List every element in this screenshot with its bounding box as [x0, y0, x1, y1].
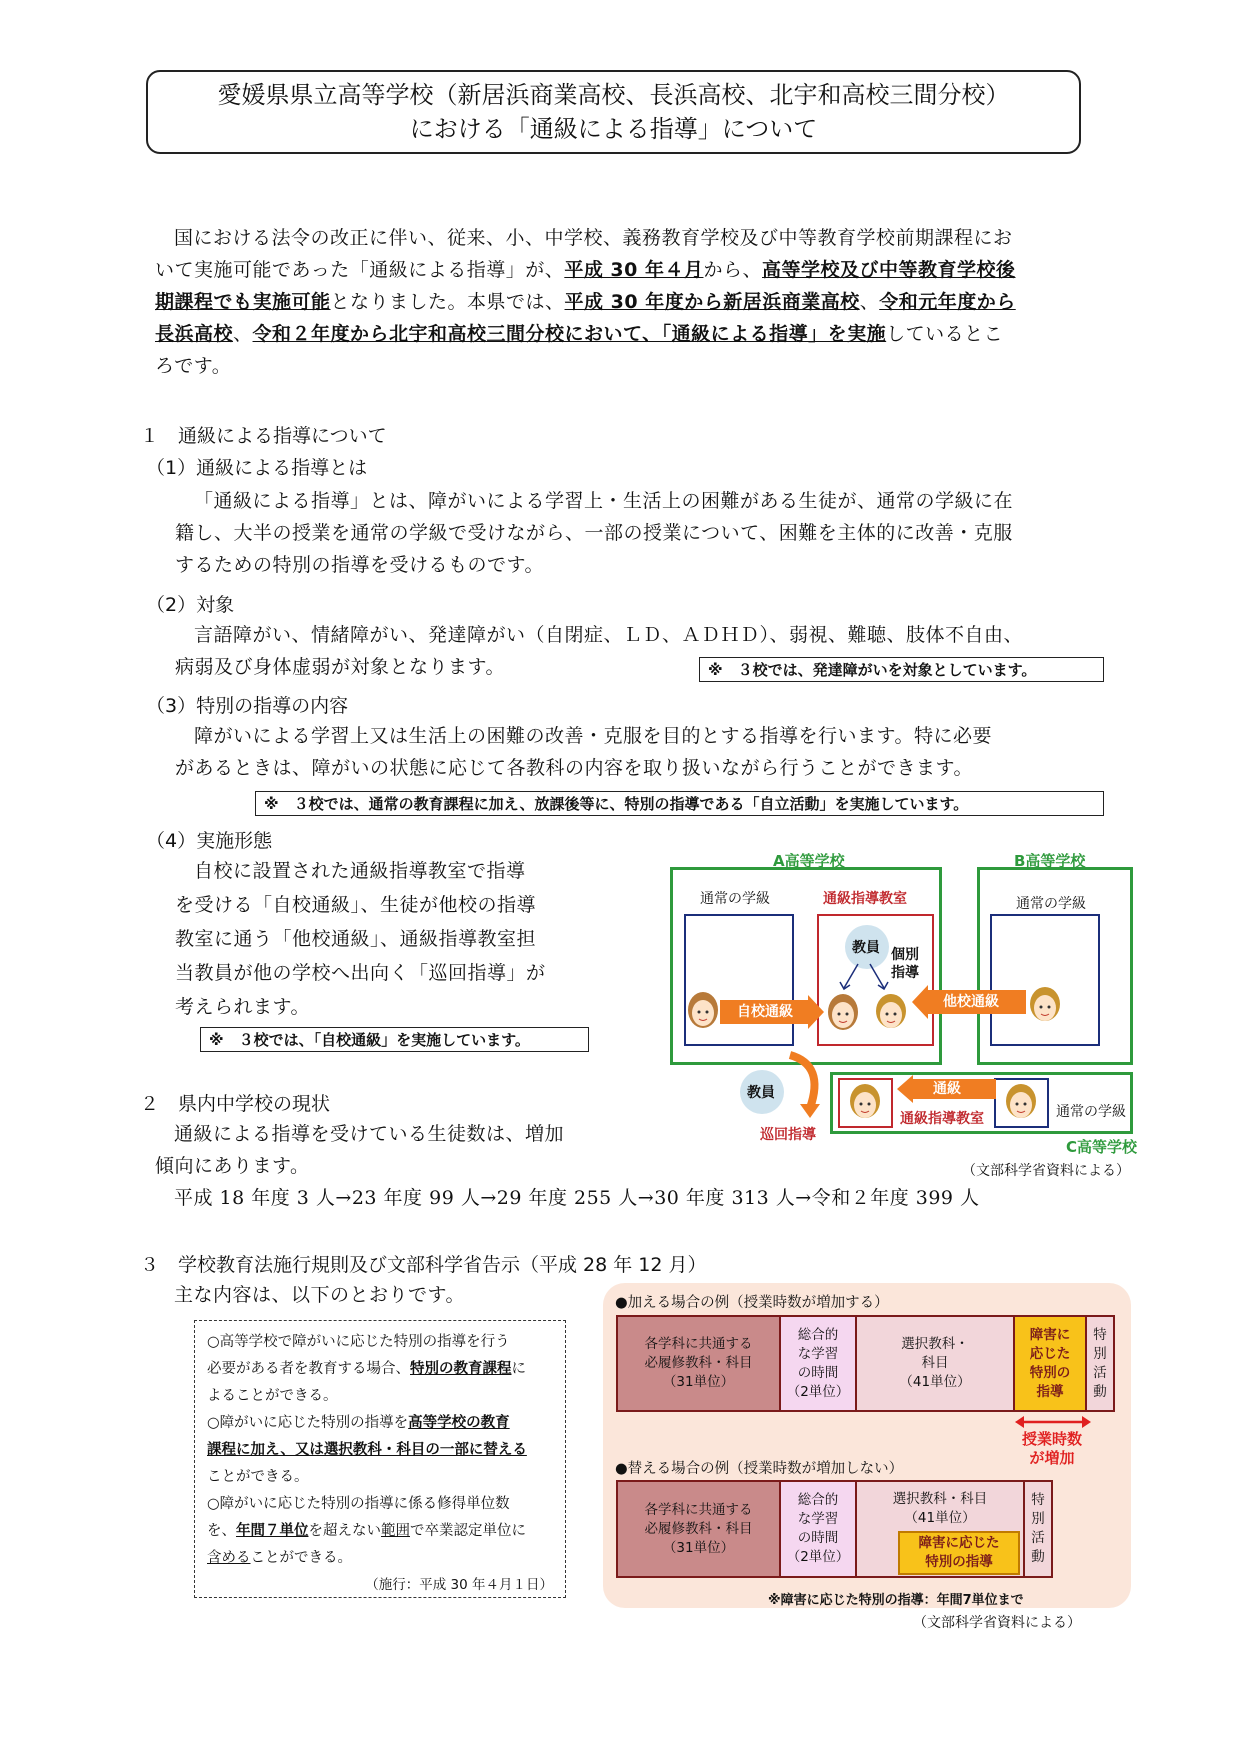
section1-2-note: ※ ３校では、発達障がいを対象としています。 — [699, 657, 1104, 682]
replace-tok1: 特 — [1031, 1492, 1045, 1508]
replace-must-cell — [616, 1480, 781, 1578]
rule2-text: ○障がいに応じた特別の指導を — [207, 1415, 409, 1431]
section1-1-line2: 籍し、大半の授業を通常の学級で受けながら、一部の授業について、困難を主体的に改善・克服 — [175, 522, 1013, 544]
title-line1: 愛媛県県立高等学校（新居浜商業高校、長浜高校、北宇和高校三間分校） — [217, 81, 1010, 109]
replace-tok4: 動 — [1031, 1549, 1045, 1565]
section1-1-line3: するための特別の指導を受けるものです。 — [175, 554, 544, 576]
replace-sel-line1: 選択教科・科目 — [892, 1491, 988, 1507]
replace-tok3: 活 — [1031, 1530, 1045, 1546]
teacher-label-c: 教員 — [747, 1085, 775, 1101]
add-must-cell — [616, 1315, 781, 1412]
intro-text-15: ろです。 — [155, 355, 232, 377]
intro-emph-highschool: 高等学校及び中等教育学校後 — [762, 259, 1016, 281]
patrol-label: 巡回指導 — [760, 1127, 816, 1143]
intro-line-5 — [155, 350, 1105, 382]
rule3-text4: ことができる。 — [250, 1550, 352, 1566]
section1-3-heading: （3）特別の指導の内容 — [146, 695, 349, 717]
section1-4-line1: 自校に設置された通級指導教室で指導 — [194, 860, 526, 882]
replace-tok2: 別 — [1031, 1511, 1045, 1527]
school-a-regular-label: 通常の学級 — [700, 891, 770, 907]
student-face-icon — [1004, 1082, 1038, 1122]
rule3-line3 — [207, 1545, 553, 1572]
rule3-text1: を、 — [207, 1523, 236, 1539]
student-face-icon — [874, 992, 908, 1032]
rule2-emph1: 高等学校の教育 — [408, 1415, 510, 1431]
add-tok4: 動 — [1093, 1383, 1107, 1400]
section1-2-line1: 言語障がい、情緒障がい、発達障がい（自閉症、ＬＤ、ＡＤＨＤ）、弱視、難聴、肢体不自由、 — [194, 624, 1024, 646]
rule2-emph2: 課程に加え、又は選択教科・科目の一部に替える — [207, 1442, 527, 1458]
add-sel-line3: （41単位） — [899, 1374, 971, 1390]
school-b-label: B高等学校 — [1014, 852, 1086, 870]
add-total-line2: な学習 — [797, 1345, 839, 1362]
school-c-label: C高等学校 — [1066, 1138, 1138, 1156]
add-special-activity-cell — [1085, 1315, 1115, 1412]
student-face-icon — [826, 992, 860, 1032]
add-ind-line2: 応じた — [1029, 1345, 1071, 1362]
rule3-line1: ○障がいに応じた特別の指導に係る修得単位数 — [207, 1496, 510, 1512]
section2-line2: 傾向にあります。 — [155, 1155, 310, 1177]
replace-total-line3: の時間 — [797, 1530, 839, 1546]
replace-total-line1: 総合的 — [797, 1492, 839, 1508]
rule1-tail: に — [511, 1361, 526, 1377]
section1-3-note: ※ ３校では、通常の教育課程に加え、放課後等に、特別の指導である「自立活動」を実施しています。 — [255, 791, 1104, 816]
student-face-icon — [848, 1082, 882, 1122]
add-total-line4: （2単位） — [786, 1383, 850, 1400]
section1-4-line4: 当教員が他の学校へ出向く「巡回指導」が — [175, 962, 546, 984]
individual-line1: 個別 — [891, 947, 919, 963]
rule1-text: 必要がある者を教育する場合、 — [207, 1361, 410, 1377]
add-selective-cell — [855, 1315, 1015, 1412]
individual-line2: 指導 — [891, 965, 919, 981]
section1-2-line2: 病弱及び身体虚弱が対象となります。 — [175, 656, 505, 678]
add-total-line3: の時間 — [797, 1364, 839, 1381]
rule3-emph1: 年間７単位 — [236, 1523, 309, 1539]
section1-heading: １ 通級による指導について — [140, 425, 387, 447]
rule3-text2: を超えない — [308, 1523, 381, 1539]
intro-emph-possible: 期課程でも実施可能 — [155, 291, 331, 313]
section3-heading: ３ 学校教育法施行規則及び文部科学省告示（平成 28 年 12 月） — [140, 1254, 707, 1276]
student-face-icon — [1028, 985, 1062, 1025]
section2-line3: 平成 18 年度 3 人→23 年度 99 人→29 年度 255 人→30 年度 313 人→令和２年度 399 人 — [174, 1187, 980, 1209]
add-must-line2: 必履修教科・科目 — [644, 1355, 753, 1371]
diagram1-source: （文部科学省資料による） — [962, 1163, 1130, 1179]
rule3-emph3: 含める — [207, 1550, 251, 1566]
school-b-regular-label: 通常の学級 — [1016, 896, 1086, 912]
rule1-emph: 特別の教育課程 — [410, 1361, 512, 1377]
increase-line1: 授業時数 — [1022, 1430, 1083, 1448]
intro-text-2: いて実施可能であった「通級による指導」が、 — [155, 259, 565, 281]
intro-text-7: となりました。本県では、 — [330, 291, 565, 313]
school-b-regular-class — [990, 914, 1100, 1046]
credits-source: （文部科学省資料による） — [913, 1615, 1081, 1631]
section1-4-heading: （4）実施形態 — [146, 830, 273, 852]
intro-text-4: から、 — [703, 259, 762, 281]
replace-total-line4: （2単位） — [786, 1549, 850, 1565]
intro-line-1 — [155, 222, 1105, 254]
intro-emph-nagahama: 長浜高校 — [155, 323, 234, 345]
section1-3-line2: があるときは、障がいの状態に応じて各教科の内容を取り扱いながら行うことができます。 — [175, 757, 973, 779]
section1-4-body — [175, 854, 615, 1024]
section1-1-line1: 「通級による指導」とは、障がいによる学習上・生活上の困難がある生徒が、通常の学級に在 — [194, 490, 1014, 512]
add-sel-line1: 選択教科・ — [901, 1336, 969, 1352]
intro-text-14: しているとこ — [886, 323, 1004, 345]
intro-emph-niihama: 平成 30 年度から新居浜商業高校 — [564, 291, 860, 313]
replace-ind-line2: 特別の指導 — [925, 1554, 993, 1570]
school-c-regular-label: 通常の学級 — [1056, 1104, 1126, 1120]
rule1-line1: ○高等学校で障がいに応じた特別の指導を行う — [207, 1334, 510, 1350]
guidance-arrows — [830, 960, 900, 994]
replace-must-line1: 各学科に共通する — [644, 1501, 753, 1518]
increase-label — [1022, 1430, 1082, 1468]
section1-2-heading: （2）対象 — [146, 594, 235, 616]
section1-4-note: ※ ３校では、「自校通級」を実施しています。 — [200, 1027, 589, 1052]
section1-3-line1: 障がいによる学習上又は生活上の困難の改善・克服を目的とする指導を行います。特に必要 — [194, 725, 992, 747]
other-tsukyu-label: 他校通級 — [943, 994, 999, 1010]
add-tok3: 活 — [1093, 1364, 1107, 1381]
add-individual-cell — [1013, 1315, 1087, 1412]
title-line2: における「通級による指導」について — [409, 115, 818, 143]
student-face-icon — [686, 990, 720, 1030]
add-ind-line4: 指導 — [1036, 1383, 1064, 1400]
section1-4-line5: 考えられます。 — [175, 996, 310, 1018]
intro-paragraph — [155, 222, 1105, 382]
replace-total-cell — [779, 1480, 857, 1578]
intro-emph-date: 平成 30 年４月 — [564, 259, 704, 281]
rule2-line2 — [207, 1437, 553, 1464]
section1-3-body — [175, 720, 1115, 784]
teacher-label-a: 教員 — [852, 940, 880, 956]
rule3-line2 — [207, 1518, 553, 1545]
increase-line2: が増加 — [1029, 1449, 1075, 1467]
rules-enforce-date: （施行：平成 30 年４月１日） — [365, 1577, 553, 1593]
school-c-room-label: 通級指導教室 — [900, 1111, 984, 1127]
section2-heading: ２ 県内中学校の現状 — [140, 1093, 331, 1115]
rule3-text3: で卒業認定単位に — [410, 1523, 526, 1539]
add-ind-line3: 特別の — [1029, 1364, 1071, 1381]
section1-1-heading: （1）通級による指導とは — [146, 457, 368, 479]
section1-4-line3: 教室に通う「他校通級」、通級指導教室担 — [175, 928, 537, 950]
add-tok1: 特 — [1093, 1326, 1107, 1343]
section1-4-line2: を受ける「自校通級」、生徒が他校の指導 — [175, 894, 537, 916]
add-sel-line2: 科目 — [921, 1355, 949, 1371]
intro-text-12: 、 — [233, 323, 253, 345]
rule2-line3: ことができる。 — [207, 1469, 309, 1485]
increase-arrow — [1015, 1414, 1091, 1430]
section2-line1: 通級による指導を受けている生徒数は、増加 — [174, 1123, 565, 1145]
intro-line-4 — [155, 318, 1105, 350]
intro-emph-reiwa1: 令和元年度から — [879, 291, 1016, 313]
replace-sel-line2: （41単位） — [904, 1510, 976, 1526]
add-total-cell — [779, 1315, 857, 1412]
section3-line1: 主な内容は、以下のとおりです。 — [174, 1284, 465, 1306]
school-a-label: A高等学校 — [773, 852, 845, 870]
replace-example-title: ●替える場合の例（授業時数が増加しない） — [615, 1461, 904, 1477]
replace-must-line3: （31単位） — [662, 1539, 735, 1556]
credits-footnote: ※障害に応じた特別の指導：年間7単位まで — [768, 1593, 1024, 1608]
intro-line-3 — [155, 286, 1105, 318]
self-tsukyu-label: 自校通級 — [737, 1004, 793, 1020]
rule2-line1 — [207, 1410, 553, 1437]
replace-ind-line1: 障害に応じた — [918, 1535, 1000, 1551]
replace-must-line2: 必履修教科・科目 — [644, 1520, 753, 1537]
intro-text-9: 、 — [859, 291, 880, 313]
tsukyu-label-c: 通級 — [933, 1081, 961, 1097]
intro-emph-kitauwa: 令和２年度から北宇和高校三間分校において、「通級による指導」を実施 — [252, 323, 887, 345]
add-must-line3: （31単位） — [662, 1374, 735, 1390]
rule1-line3: よることができる。 — [207, 1388, 338, 1404]
rule1-line2 — [207, 1356, 553, 1383]
replace-individual-cell — [898, 1531, 1020, 1575]
add-total-line1: 総合的 — [797, 1326, 839, 1343]
replace-special-activity-cell — [1023, 1480, 1053, 1578]
title-box — [146, 70, 1081, 154]
add-tok2: 別 — [1093, 1345, 1107, 1362]
intro-line-2 — [155, 254, 1105, 286]
add-example-title: ●加える場合の例（授業時数が増加する） — [615, 1295, 889, 1311]
intro-text-1: 国における法令の改正に伴い、従来、小、中学校、義務教育学校及び中等教育学校前期課程にお — [174, 227, 1013, 249]
rule3-emph2: 範囲 — [381, 1523, 410, 1539]
add-ind-line1: 障害に — [1029, 1326, 1071, 1343]
school-a-room-label: 通級指導教室 — [823, 891, 907, 907]
section1-1-body — [175, 485, 1115, 581]
rules-box — [194, 1320, 566, 1598]
add-must-line1: 各学科に共通する — [644, 1336, 753, 1352]
replace-total-line2: な学習 — [797, 1511, 839, 1527]
